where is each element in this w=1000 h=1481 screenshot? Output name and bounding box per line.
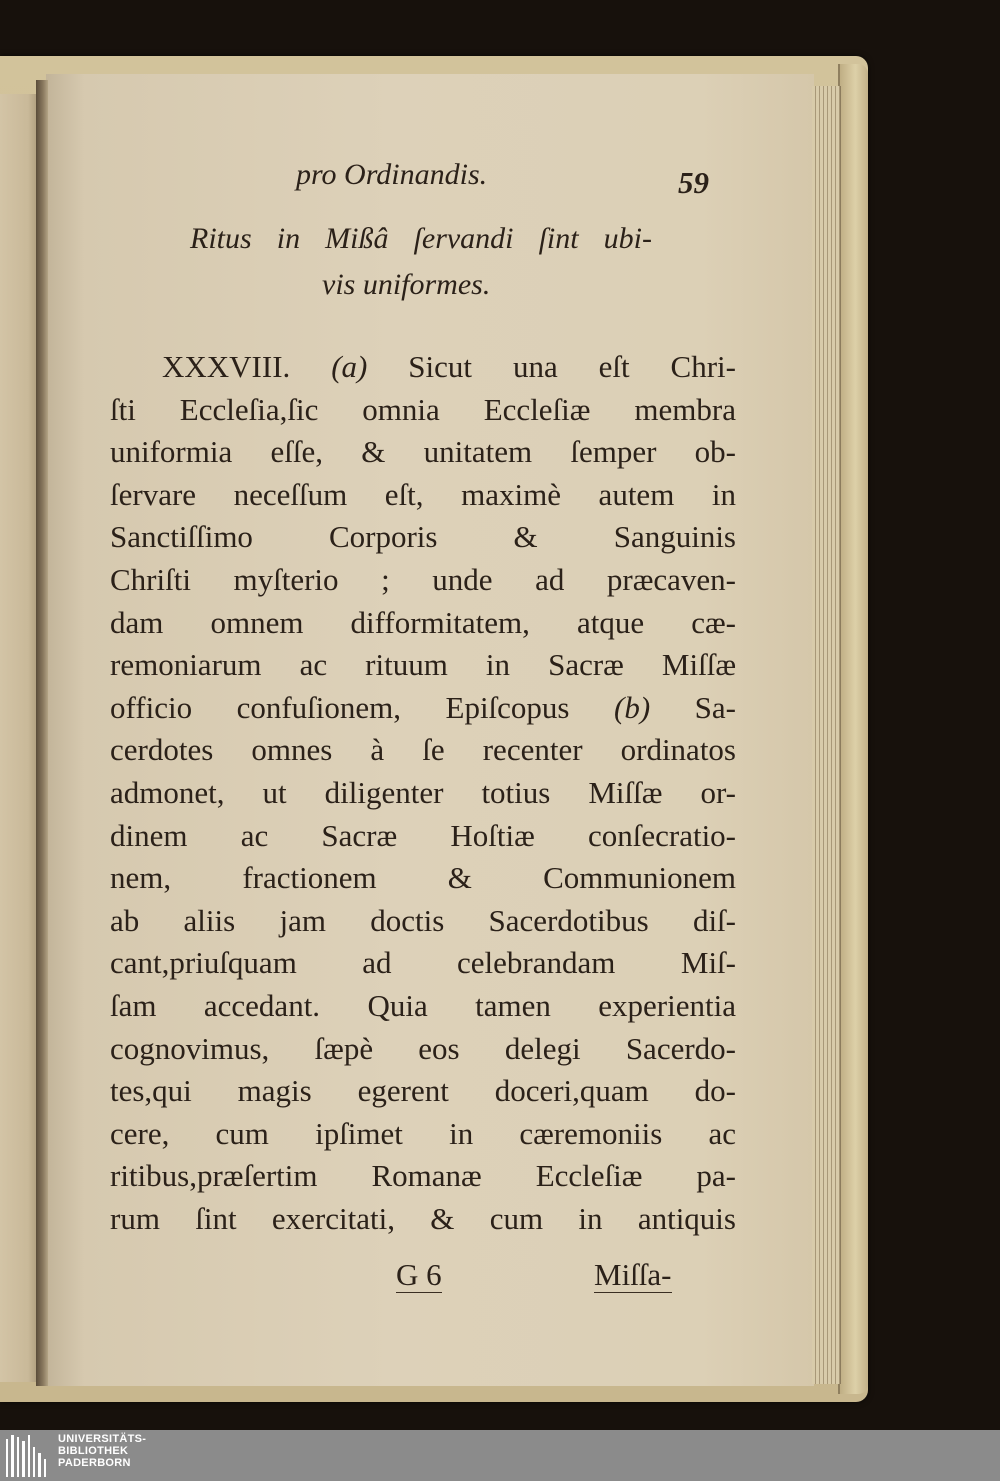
- book-gutter: [36, 80, 48, 1386]
- cover-fold-edge: [838, 64, 868, 1394]
- library-logo-icon: [6, 1434, 46, 1477]
- body-line: ſti Eccleſia,ſic omnia Eccleſiæ membra: [110, 391, 736, 427]
- body-line: dam omnem difformitatem, atque cæ-: [110, 604, 736, 640]
- body-line: ſervare neceſſum eſt, maximè autem in: [110, 476, 736, 512]
- signature-mark: G 6: [396, 1257, 442, 1292]
- body-line: cere, cum ipſimet in cæremoniis ac: [110, 1115, 736, 1151]
- body-line: tes,qui magis egerent doceri,quam do-: [110, 1073, 736, 1109]
- library-logo-text: [58, 1433, 146, 1469]
- body-line-text: Sicut una eſt Chri-: [367, 349, 736, 384]
- library-logo-line: PADERBORN: [58, 1457, 131, 1469]
- body-line: cerdotes omnes à ſe recenter ordinatos: [110, 732, 736, 768]
- paragraph-number: XXXVIII.: [162, 349, 332, 384]
- facing-page-edge: [0, 94, 40, 1382]
- page-block-edges: [812, 86, 841, 1384]
- body-line-text: Sa-: [650, 689, 736, 725]
- body-line: ſam accedant. Quia tamen experientia: [110, 987, 736, 1023]
- section-heading-line-2: vis uniformes.: [322, 268, 491, 301]
- catchword: Miſſa-: [594, 1257, 672, 1292]
- page-number: 59: [678, 165, 709, 200]
- body-line: cognovimus, ſæpè eos delegi Sacerdo-: [110, 1030, 736, 1066]
- section-heading-line-1: Ritus in Mißâ ſervandi ſint ubi-: [190, 222, 652, 255]
- body-line: [110, 687, 736, 730]
- body-line: ritibus,præſertim Romanæ Eccleſiæ pa-: [110, 1158, 736, 1194]
- running-head-title: pro Ordinandis.: [296, 158, 488, 191]
- body-text: [110, 346, 736, 1240]
- library-logo-line: UNIVERSITÄTS-: [58, 1433, 147, 1445]
- footnote-marker: (b): [614, 689, 651, 725]
- library-logo-line: BIBLIOTHEK: [58, 1445, 129, 1457]
- body-line: cant,priuſquam ad celebrandam Miſ-: [110, 945, 736, 981]
- body-line: nem, fractionem & Communionem: [110, 860, 736, 896]
- body-line: dinem ac Sacræ Hoſtiæ conſecratio-: [110, 817, 736, 853]
- body-line: Chriſti myſterio ; unde ad præcaven-: [110, 561, 736, 597]
- body-line: uniformia eſſe, & unitatem ſemper ob-: [110, 434, 736, 470]
- body-line: Sanctiſſimo Corporis & Sanguinis: [110, 519, 736, 555]
- footer-band: [0, 1430, 1000, 1481]
- body-line: admonet, ut diligenter totius Miſſæ or-: [110, 774, 736, 810]
- body-line: rum ſint exercitati, & cum in antiquis: [110, 1200, 736, 1236]
- body-line: remoniarum ac rituum in Sacræ Miſſæ: [110, 647, 736, 683]
- body-line: [110, 346, 736, 389]
- footnote-marker: (a): [331, 349, 368, 384]
- body-line: ab aliis jam doctis Sacerdotibus diſ-: [110, 902, 736, 938]
- body-line-text: officio confuſionem, Epiſcopus: [110, 689, 614, 725]
